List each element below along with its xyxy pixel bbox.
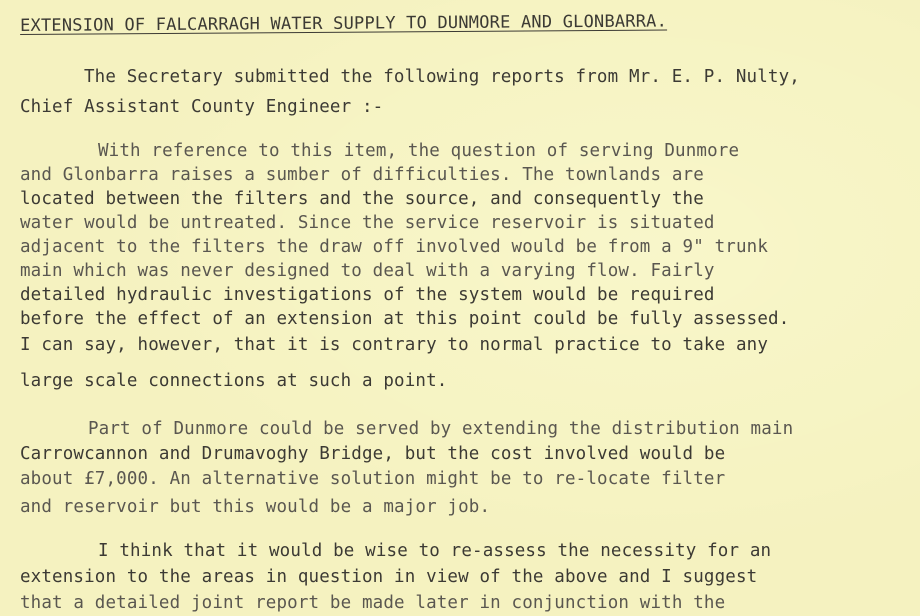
body-line: With reference to this item, the question of serving Dunmore [98,141,740,161]
body-line: adjacent to the filters the draw off involved would be from a 9" trunk [20,237,769,257]
body-line: and Glonbarra raises a sumber of difficulties. The townlands are [20,165,704,185]
body-line: extension to the areas in question in view of the above and I suggest [20,567,758,587]
body-line: before the effect of an extension at this point could be fully assessed. [20,309,790,329]
body-line: main which was never designed to deal with a varying flow. Fairly [20,261,715,281]
body-line: that a detailed joint report be made later in conjunction with the [20,593,726,613]
body-line: large scale connections at such a point. [20,371,448,391]
body-line: about £7,000. An alternative solution might be to re-locate filter [20,469,726,489]
body-line: I can say, however, that it is contrary to normal practice to take any [20,335,769,355]
body-line: water would be untreated. Since the service reservoir is situated [20,213,715,233]
intro-line: The Secretary submitted the following reports from Mr. E. P. Nulty, [84,67,800,87]
body-line: Carrowcannon and Drumavoghy Bridge, but the cost involved would be [20,444,726,464]
body-line: I think that it would be wise to re-assess the necessity for an [98,541,772,561]
body-line: located between the filters and the source, and consequently the [20,189,704,209]
body-line: detailed hydraulic investigations of the system would be required [20,285,715,305]
document-heading: EXTENSION OF FALCARRAGH WATER SUPPLY TO DUNMORE AND GLONBARRA. [20,11,668,36]
body-line: Part of Dunmore could be served by extending the distribution main [88,419,794,439]
body-line: and reservoir but this would be a major job. [20,497,491,517]
intro-line: Chief Assistant County Engineer :- [20,97,384,117]
